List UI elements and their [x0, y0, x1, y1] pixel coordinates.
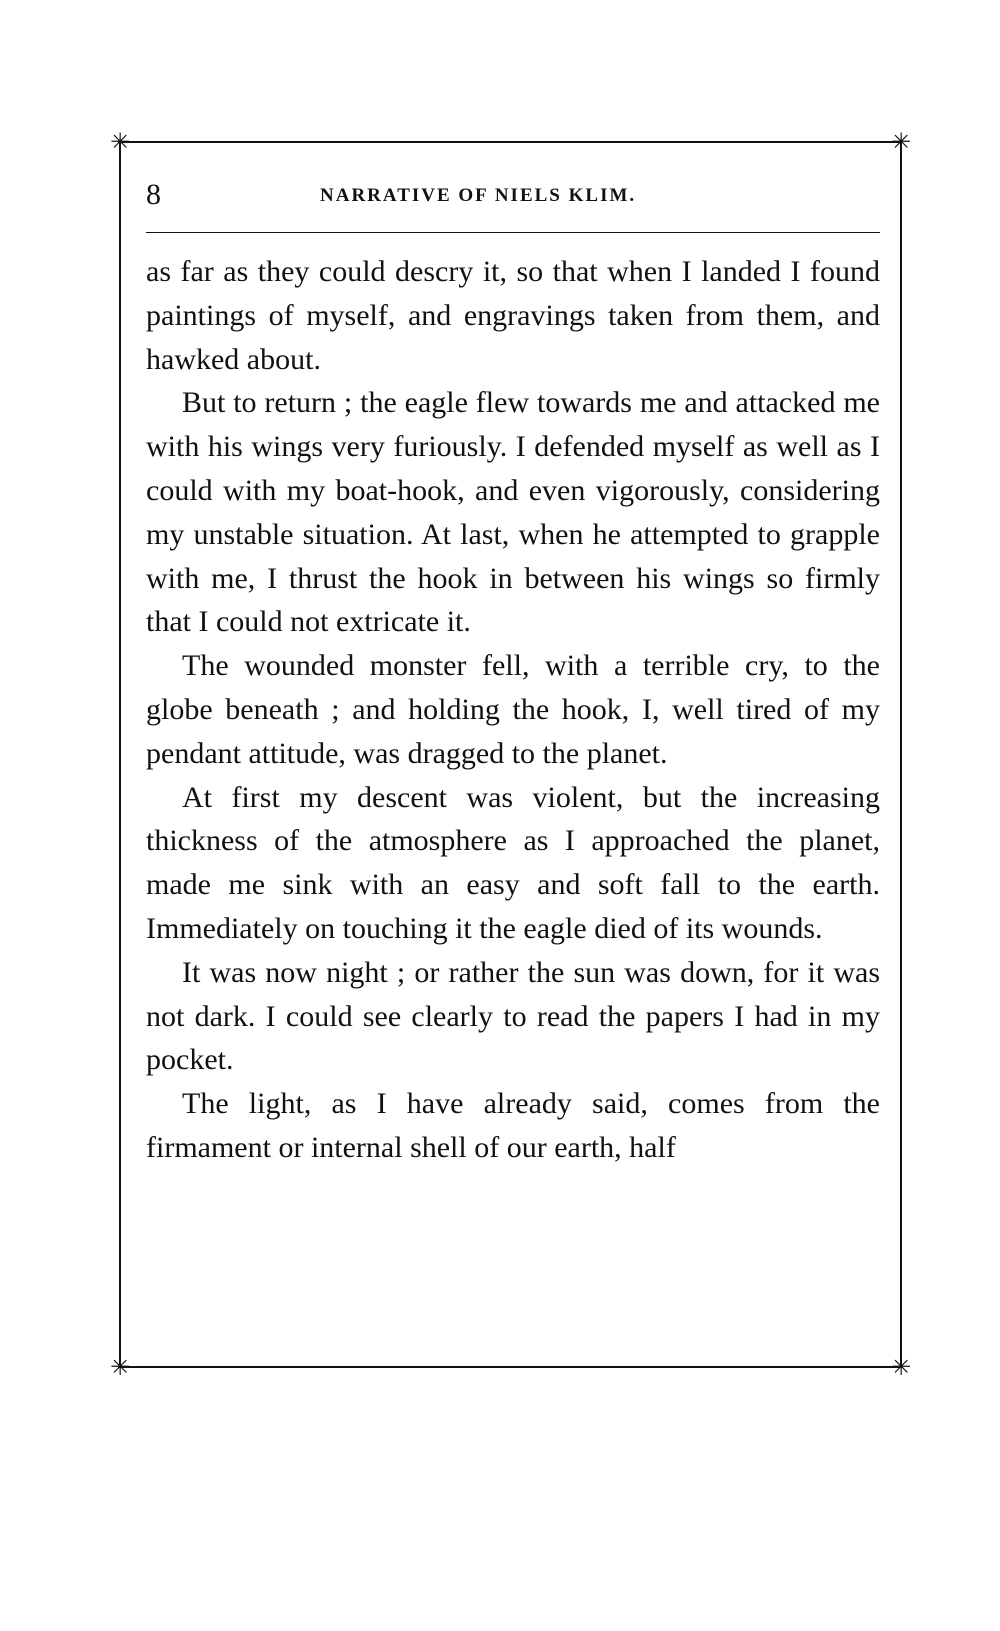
top-border-rule	[118, 141, 902, 143]
top-left-ornament-icon: ✳	[109, 128, 131, 156]
body-text	[146, 250, 880, 1170]
header-underline-rule	[146, 232, 880, 233]
paragraph: as far as they could descry it, so that when I landed I found paintings of myself, and engravings taken from them, and hawked about.	[146, 255, 880, 376]
bottom-border-rule	[118, 1366, 902, 1368]
page-number: 8	[146, 178, 161, 211]
paragraph: It was now night ; or rather the sun was down, for it was not dark. I could see clearly to read the papers I had in my pocket.	[146, 955, 880, 1077]
bottom-right-ornament-icon: ✳	[890, 1353, 912, 1381]
paragraph: At first my descent was violent, but the increasing thickness of the atmosphere as I approached the planet, made me sink with an easy and soft fall to the earth. Immediately on touching it the eagle died of its wounds.	[146, 780, 880, 945]
left-border-rule	[119, 141, 121, 1367]
top-right-ornament-icon: ✳	[890, 128, 912, 156]
bottom-left-ornament-icon: ✳	[109, 1353, 131, 1381]
paragraph: But to return ; the eagle flew towards me and attacked me with his wings very furiously. I defended myself as well as I could with my boat-hook, and even vigorously, considering my unstable situation. At last, when he attempted to grapple with me, I thrust the hook in between his wings so firmly that I could not extricate it.	[146, 386, 880, 639]
paragraph: The wounded monster fell, with a terrible cry, to the globe beneath ; and holding the hook, I, well tired of my pendant attitude, was dragged to the planet.	[146, 649, 880, 770]
running-title: NARRATIVE OF NIELS KLIM.	[320, 185, 637, 206]
paragraph: The light, as I have already said, comes from the firmament or internal shell of our earth, half	[146, 1087, 880, 1164]
right-border-rule	[900, 141, 902, 1367]
